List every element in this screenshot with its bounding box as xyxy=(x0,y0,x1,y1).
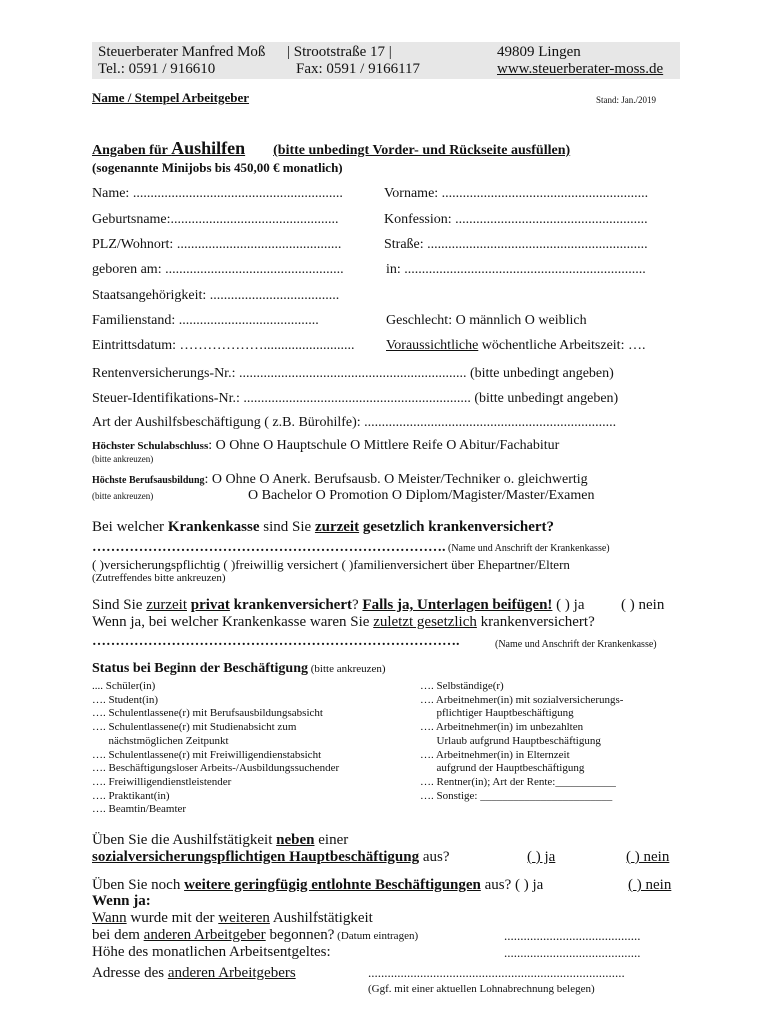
lohnabrechnung-note: (Ggf. mit einer aktuellen Lohnabrechnung belegen) xyxy=(368,983,595,995)
weitere-nein-option[interactable]: ( ) nein xyxy=(628,877,672,893)
title-subtitle: (sogenannte Minijobs bis 450,00 € monatlich) xyxy=(92,160,343,175)
berufsausbildung-row[interactable] xyxy=(92,472,588,488)
entgelt-field[interactable]: .......................................... xyxy=(504,945,641,960)
neben-question-1: Üben Sie die Aushilfstätigkeit neben einer xyxy=(92,832,349,848)
form-title xyxy=(92,138,570,159)
berufsausbildung-options: : O Ohne O Anerk. Berufsausb. O Meister/Techniker o. gleichwertig xyxy=(204,472,588,487)
vorname-field[interactable]: Vorname: ........................................................... xyxy=(384,186,649,201)
schulabschluss-options: : O Ohne O Hauptschule O Mittlere Reife O Abitur/Fachabitur xyxy=(208,438,560,453)
schulabschluss-note: (bitte ankreuzen) xyxy=(92,454,154,464)
berufsausbildung-options-2[interactable]: O Bachelor O Promotion O Diplom/Magister/Master/Examen xyxy=(248,488,595,503)
revision-date: Stand: Jan./2019 xyxy=(596,95,656,105)
familienstand-field[interactable]: Familienstand: ........................................ xyxy=(92,313,319,328)
status-left-item[interactable]: …. Schulentlassene(r) mit Freiwilligendienstabsicht xyxy=(92,748,322,761)
status-right-item[interactable]: Urlaub aufgrund Hauptbeschäftigung xyxy=(420,734,601,747)
status-left-item[interactable]: …. Freiwilligendienstleistender xyxy=(92,775,232,788)
versicherungsart-options[interactable]: ( )versicherungspflichtig ( )freiwillig versichert ( )familienversichert über Ehepartner/Eltern xyxy=(92,557,570,572)
geboren-am-field[interactable]: geboren am: ................................................... xyxy=(92,262,344,277)
beginn-date-field[interactable]: .......................................... xyxy=(504,928,641,943)
status-right-item[interactable]: …. Arbeitnehmer(in) in Elternzeit xyxy=(420,748,570,761)
tax-advisor-name: Steuerberater Manfred Moß xyxy=(98,44,266,60)
neben-question-2: sozialversicherungspflichtigen Hauptbeschäftigung aus? xyxy=(92,849,450,865)
status-left-item[interactable]: nächstmöglichen Zeitpunkt xyxy=(92,734,229,747)
krankenkasse-question: Bei welcher Krankenkasse sind Sie zurzeit gesetzlich krankenversichert? xyxy=(92,519,555,535)
geburtsname-field[interactable]: Geburtsname:................................................ xyxy=(92,212,339,227)
schulabschluss-row[interactable] xyxy=(92,438,559,454)
eintrittsdatum-field[interactable]: Eintrittsdatum: ……………….......................... xyxy=(92,338,355,353)
status-left-item[interactable]: …. Praktikant(in) xyxy=(92,789,170,802)
steuer-id-field[interactable]: Steuer-Identifikations-Nr.: ................................................................. (bitte unbedingt angeben) xyxy=(92,391,619,406)
strasse-field[interactable]: Straße: ............................................................... xyxy=(384,237,648,252)
title-prefix: Angaben für xyxy=(92,143,172,158)
konfession-field[interactable]: Konfession: ....................................................... xyxy=(384,212,648,227)
adresse-question: Adresse des anderen Arbeitgebers xyxy=(92,965,296,981)
status-right-item[interactable]: …. Arbeitnehmer(in) mit sozialversicherungs- xyxy=(420,693,624,706)
name-field[interactable]: Name: ............................................................ xyxy=(92,186,343,201)
krankenkasse-field[interactable]: …………………………………………………………………. (Name und Anschrift der Krankenkasse) xyxy=(92,540,610,555)
fax: Fax: 0591 / 9166117 xyxy=(296,61,421,77)
status-left-item[interactable]: …. Student(in) xyxy=(92,693,158,706)
status-left-item[interactable]: .... Schüler(in) xyxy=(92,680,156,692)
beginn-question: bei dem anderen Arbeitgeber begonnen? (Datum eintragen) xyxy=(92,927,419,943)
neben-nein-option[interactable]: ( ) nein xyxy=(626,849,670,865)
letzte-krankenkasse-note: (Name und Anschrift der Krankenkasse) xyxy=(495,639,657,650)
voraussichtliche-label: Voraussichtliche xyxy=(386,338,479,353)
geburtsort-field[interactable]: in: ..................................................................... xyxy=(386,262,646,277)
rentenversicherung-field[interactable]: Rentenversicherungs-Nr.: ................................................................. (bitte unbedingt angeben) xyxy=(92,366,614,381)
art-aushilfe-field[interactable]: Art der Aushilfsbeschäftigung ( z.B. Bürohilfe): ........................................................................ xyxy=(92,415,617,430)
employer-stamp-label: Name / Stempel Arbeitgeber xyxy=(92,90,250,105)
street: | Strootstraße 17 | xyxy=(287,44,392,60)
neben-ja-option[interactable]: ( ) ja xyxy=(527,849,556,865)
plz-wohnort-field[interactable]: PLZ/Wohnort: ............................................... xyxy=(92,237,342,252)
versicherungsart-note: (Zutreffendes bitte ankreuzen) xyxy=(92,572,226,584)
status-left-item[interactable]: …. Schulentlassene(r) mit Studienabsicht zum xyxy=(92,721,297,734)
status-left-item[interactable]: …. Beschäftigungsloser Arbeits-/Ausbildungssuchender xyxy=(92,762,340,775)
berufsausbildung-label: Höchste Berufsausbildung xyxy=(92,475,205,486)
status-right-item[interactable]: …. Rentner(in); Art der Rente:___________ xyxy=(420,775,616,788)
adresse-field[interactable]: ............................................................................... xyxy=(368,965,625,980)
letzte-krankenkasse-field[interactable]: ……………………………………………………………………. xyxy=(92,634,460,649)
privat-question: Sind Sie zurzeit privat krankenversichert? Falls ja, Unterlagen beifügen! ( ) ja xyxy=(92,597,585,613)
status-right-item[interactable]: …. Sonstige: ________________________ xyxy=(420,789,613,802)
status-right-item[interactable]: aufgrund der Hauptbeschäftigung xyxy=(420,762,585,775)
phone: Tel.: 0591 / 916610 xyxy=(98,61,216,77)
status-right-item[interactable]: …. Arbeitnehmer(in) im unbezahlten xyxy=(420,721,584,734)
arbeitszeit-label: wöchentliche Arbeitszeit: …. xyxy=(478,338,646,353)
wenn-ja-label: Wenn ja: xyxy=(92,893,151,909)
wann-question: Wann wurde mit der weiteren Aushilfstätigkeit xyxy=(92,910,373,926)
status-left-item[interactable]: …. Schulentlassene(r) mit Berufsausbildungsabsicht xyxy=(92,707,323,720)
status-left-list[interactable] xyxy=(92,680,339,817)
status-right-item[interactable]: pflichtiger Hauptbeschäftigung xyxy=(420,707,574,720)
berufsausbildung-note: (bitte ankreuzen) xyxy=(92,491,154,501)
status-left-item[interactable]: …. Beamtin/Beamter xyxy=(92,803,187,816)
schulabschluss-label: Höchster Schulabschluss xyxy=(92,440,209,452)
website-link[interactable]: www.steuerberater-moss.de xyxy=(497,61,664,77)
city: 49809 Lingen xyxy=(497,44,581,60)
arbeitszeit-field[interactable] xyxy=(386,338,645,354)
status-right-list[interactable] xyxy=(420,680,623,803)
geschlecht-options[interactable]: Geschlecht: O männlich O weiblich xyxy=(386,313,587,328)
letzte-krankenkasse-question: Wenn ja, bei welcher Krankenkasse waren Sie zuletzt gesetzlich krankenversichert? xyxy=(92,614,595,630)
title-suffix: (bitte unbedingt Vorder- und Rückseite ausfüllen) xyxy=(273,143,571,158)
entgelt-question: Höhe des monatlichen Arbeitsentgeltes: xyxy=(92,944,331,960)
weitere-question: Üben Sie noch weitere geringfügig entlohnte Beschäftigungen aus? ( ) ja xyxy=(92,877,544,893)
status-right-item[interactable]: …. Selbständige(r) xyxy=(420,680,504,692)
privat-nein-option[interactable]: ( ) nein xyxy=(621,597,665,613)
staatsangehoerigkeit-field[interactable]: Staatsangehörigkeit: ..................................... xyxy=(92,288,340,303)
status-heading: Status bei Beginn der Beschäftigung (bitte ankreuzen) xyxy=(92,661,386,676)
title-main: Aushilfen xyxy=(171,138,246,158)
